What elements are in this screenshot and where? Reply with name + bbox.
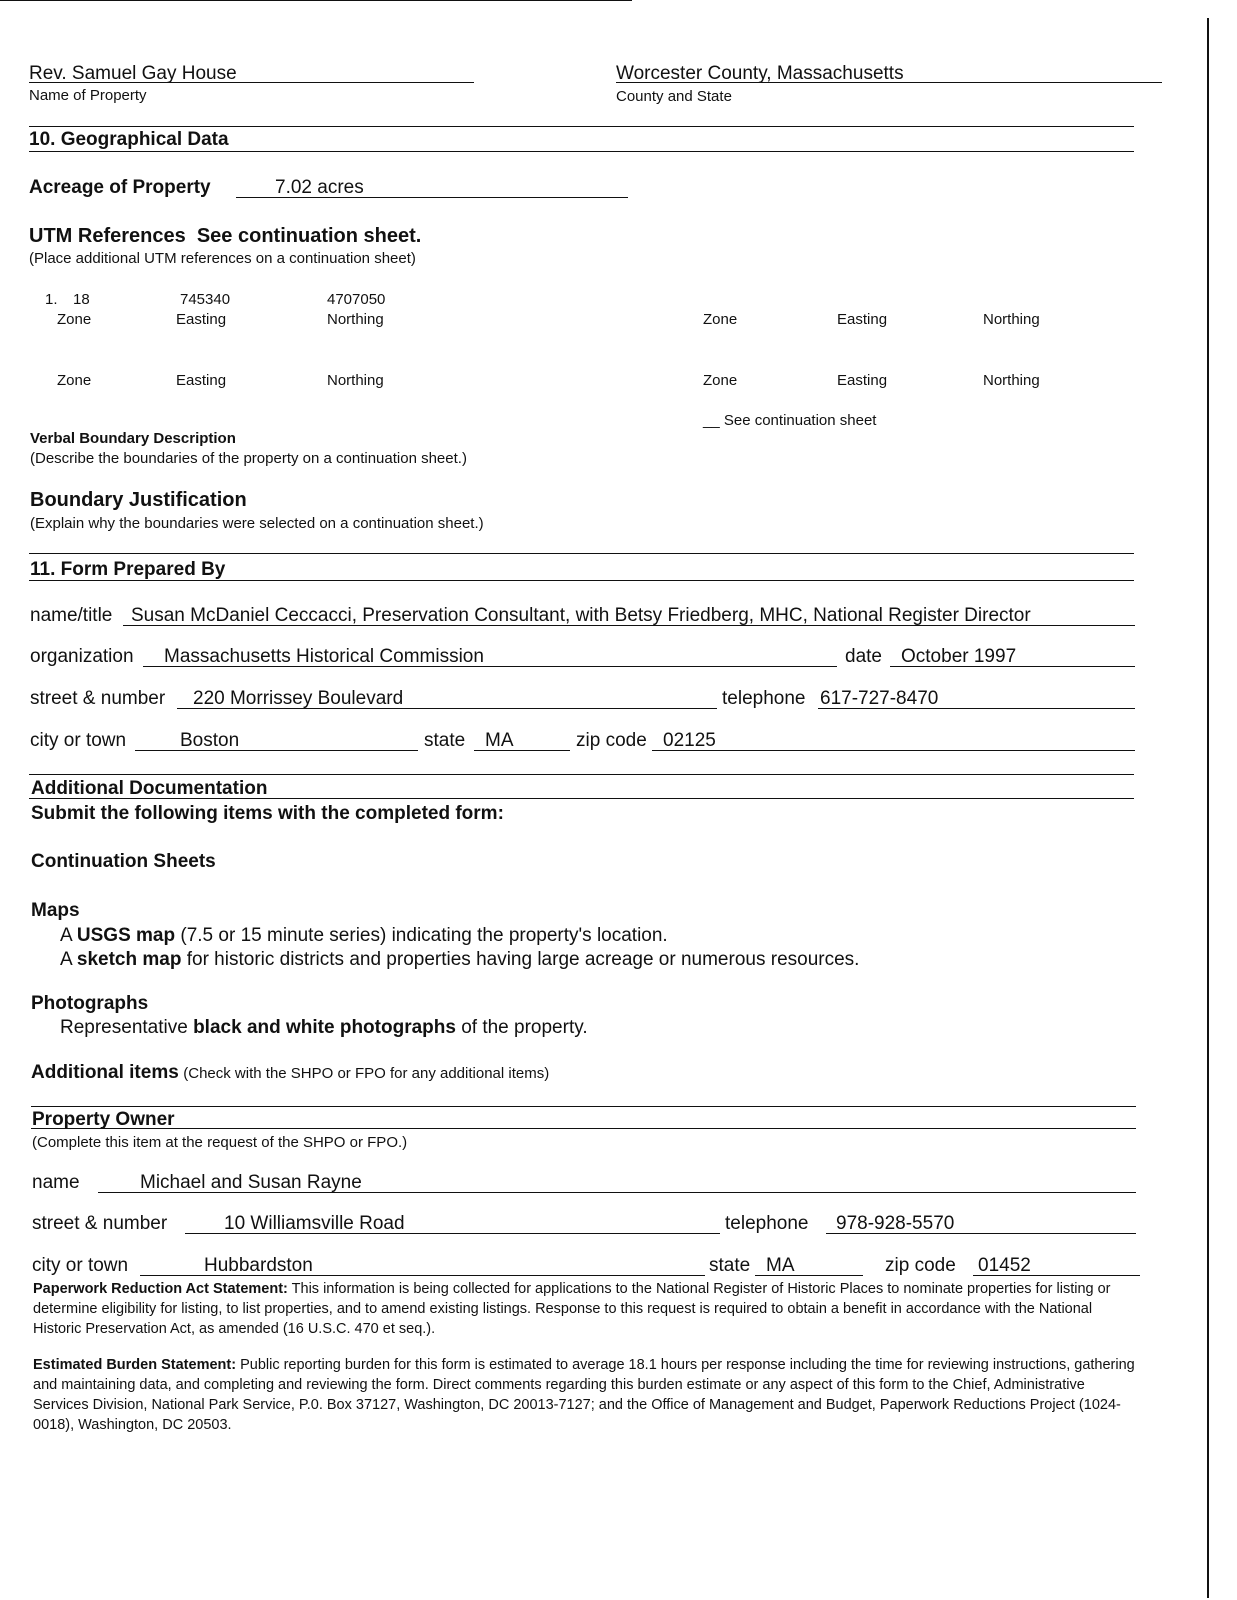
owner-city-label: city or town — [32, 1255, 129, 1276]
prepared-zip-label: zip code — [576, 730, 647, 751]
section-11-bottom-rule — [29, 580, 1134, 581]
prepared-telephone-value: 617-727-8470 — [820, 688, 939, 709]
utm-see-text: See continuation sheet. — [196, 225, 422, 247]
date-line — [890, 666, 1135, 667]
county-state: Worcester County, Massachusetts — [616, 63, 904, 84]
utm2-northing-label: Northing — [983, 311, 1040, 328]
photographs-title: Photographs — [31, 993, 149, 1014]
owner-city-line — [140, 1275, 705, 1276]
owner-zip-label: zip code — [885, 1255, 956, 1276]
verbal-boundary-title: Verbal Boundary Description — [30, 430, 236, 447]
utm-easting-value: 745340 — [180, 291, 231, 308]
prepared-telephone-line — [818, 708, 1135, 709]
organization-line — [143, 666, 837, 667]
verbal-boundary-note: (Describe the boundaries of the property on a continuation sheet.) — [30, 450, 467, 467]
owner-street-value: 10 Williamsville Road — [224, 1213, 405, 1234]
utm-northing-value: 4707050 — [327, 291, 386, 308]
burden-statement — [33, 1355, 1138, 1435]
utm-note: (Place additional UTM references on a continuation sheet) — [29, 250, 416, 267]
prepared-state-line — [474, 750, 570, 751]
section-10-top-rule — [29, 126, 1134, 127]
owner-street-label: street & number — [32, 1213, 168, 1234]
maps-l2-a: A — [60, 949, 77, 970]
owner-name-line — [98, 1192, 1136, 1193]
burden-statement-text: Public reporting burden for this form is estimated to average 18.1 hours per response including the time for reviewing instructions, gathering and maintaining data, and completing and reviewing the form. Direct comments regarding this burden estimate or any aspect of this form to the Chief, Administrative Services Division, National Park Service, P.0. Box 37127, Washington, DC 20013-7127; and the Office of Management and Budget, Paperwork Reductions Project (1024-0018), Washington, DC 20503. — [33, 1357, 1135, 1433]
utm3-easting-label: Easting — [176, 372, 227, 389]
see-continuation-label: See continuation sheet — [723, 412, 877, 429]
burden-statement-title: Estimated Burden Statement: — [33, 1357, 237, 1373]
utm2-easting-label: Easting — [837, 311, 888, 328]
owner-name-label: name — [32, 1172, 80, 1193]
utm-title-text: UTM References — [29, 225, 186, 247]
submit-instructions: Submit the following items with the completed form: — [31, 803, 504, 824]
owner-street-line — [185, 1233, 720, 1234]
acreage-line — [236, 197, 628, 198]
additional-items-note: (Check with the SHPO or FPO for any additional items) — [183, 1065, 550, 1082]
county-state-label: County and State — [616, 88, 732, 105]
maps-l1-b: USGS map — [76, 925, 176, 946]
owner-state-line — [755, 1275, 863, 1276]
prepared-name-label: name/title — [30, 605, 113, 626]
utm-zone-value: 18 — [73, 291, 90, 308]
owner-zip-value: 01452 — [978, 1255, 1031, 1276]
acreage-label: Acreage of Property — [29, 177, 211, 198]
prepared-street-value: 220 Morrissey Boulevard — [193, 688, 404, 709]
property-name-label: Name of Property — [29, 87, 147, 104]
organization-value: Massachusetts Historical Commission — [164, 646, 484, 667]
maps-title: Maps — [31, 900, 80, 921]
owner-name-value: Michael and Susan Rayne — [140, 1172, 362, 1193]
boundary-justification-title: Boundary Justification — [30, 489, 247, 511]
owner-zip-line — [973, 1275, 1140, 1276]
acreage-value: 7.02 acres — [275, 177, 364, 198]
utm1-easting-label: Easting — [176, 311, 227, 328]
prepared-zip-line — [652, 750, 1135, 751]
see-continuation-sheet — [703, 412, 876, 429]
prepared-state-label: state — [424, 730, 466, 751]
prepared-telephone-label: telephone — [722, 688, 806, 709]
maps-line-2 — [60, 949, 859, 971]
additional-items — [31, 1062, 549, 1084]
owner-city-value: Hubbardston — [204, 1255, 313, 1276]
property-name: Rev. Samuel Gay House — [29, 63, 237, 84]
prepared-city-label: city or town — [30, 730, 127, 751]
utm4-northing-label: Northing — [983, 372, 1040, 389]
owner-telephone-label: telephone — [725, 1213, 809, 1234]
utm3-northing-label: Northing — [327, 372, 384, 389]
prepared-street-line — [177, 708, 717, 709]
photographs-line — [60, 1017, 588, 1039]
owner-note: (Complete this item at the request of the SHPO or FPO.) — [32, 1134, 408, 1151]
section-11-top-rule — [29, 553, 1134, 554]
boundary-justification-note: (Explain why the boundaries were selected on a continuation sheet.) — [30, 515, 484, 532]
right-margin-line — [1207, 18, 1209, 1598]
section-10-title: 10. Geographical Data — [29, 129, 229, 150]
utm2-zone-label: Zone — [703, 311, 738, 328]
owner-telephone-value: 978-928-5570 — [836, 1213, 955, 1234]
utm-title — [29, 225, 421, 248]
additional-items-title: Additional items — [31, 1062, 179, 1083]
additional-doc-title: Additional Documentation — [31, 778, 268, 799]
prepared-city-line — [135, 750, 418, 751]
owner-state-value: MA — [766, 1255, 795, 1276]
maps-l1-a: A — [60, 925, 77, 946]
photos-a: Representative — [60, 1017, 194, 1038]
utm4-zone-label: Zone — [703, 372, 738, 389]
county-state-line — [616, 82, 1162, 83]
paperwork-statement — [33, 1279, 1138, 1339]
owner-top-rule — [31, 1106, 1136, 1107]
continuation-sheets-title: Continuation Sheets — [31, 851, 216, 872]
photos-c: of the property. — [455, 1017, 588, 1038]
additional-bottom-rule — [29, 798, 1134, 799]
maps-l1-c: (7.5 or 15 minute series) indicating the property's location. — [175, 925, 668, 946]
utm3-zone-label: Zone — [57, 372, 92, 389]
organization-label: organization — [30, 646, 134, 667]
maps-l2-b: sketch map — [76, 949, 182, 970]
owner-title: Property Owner — [32, 1109, 175, 1130]
owner-telephone-line — [826, 1233, 1136, 1234]
paperwork-statement-text: This information is being collected for applications to the National Register of Historic Places to nominate properties for listing or determine eligibility for listing, to list properties, and to amend existing listings. Response to this request is required to obtain a benefit in accordance with the National Historic Preservation Act, as amended (16 U.S.C. 470 et seq.). — [33, 1281, 1111, 1337]
owner-bottom-rule — [31, 1128, 1136, 1129]
section-11-title: 11. Form Prepared By — [30, 559, 226, 580]
utm4-easting-label: Easting — [837, 372, 888, 389]
prepared-state-value: MA — [485, 730, 514, 751]
prepared-name-value: Susan McDaniel Ceccacci, Preservation Consultant, with Betsy Friedberg, MHC, National Register Director — [131, 605, 1031, 626]
top-edge-line — [0, 0, 632, 1]
additional-top-rule — [29, 774, 1134, 775]
prepared-street-label: street & number — [30, 688, 166, 709]
photos-b: black and white photographs — [193, 1017, 456, 1038]
paperwork-statement-title: Paperwork Reduction Act Statement: — [33, 1281, 288, 1297]
date-value: October 1997 — [901, 646, 1017, 667]
maps-line-1 — [60, 925, 668, 947]
prepared-zip-value: 02125 — [663, 730, 716, 751]
maps-l2-c: for historic districts and properties having large acreage or numerous resources. — [181, 949, 860, 970]
owner-state-label: state — [709, 1255, 751, 1276]
prepared-city-value: Boston — [180, 730, 240, 751]
property-name-line — [29, 82, 474, 83]
section-10-bottom-rule — [29, 151, 1134, 152]
prepared-name-line — [123, 625, 1135, 626]
utm-index: 1. — [45, 291, 58, 308]
see-continuation-blank: __ — [703, 412, 720, 429]
utm1-zone-label: Zone — [57, 311, 92, 328]
date-label: date — [845, 646, 882, 667]
utm1-northing-label: Northing — [327, 311, 384, 328]
